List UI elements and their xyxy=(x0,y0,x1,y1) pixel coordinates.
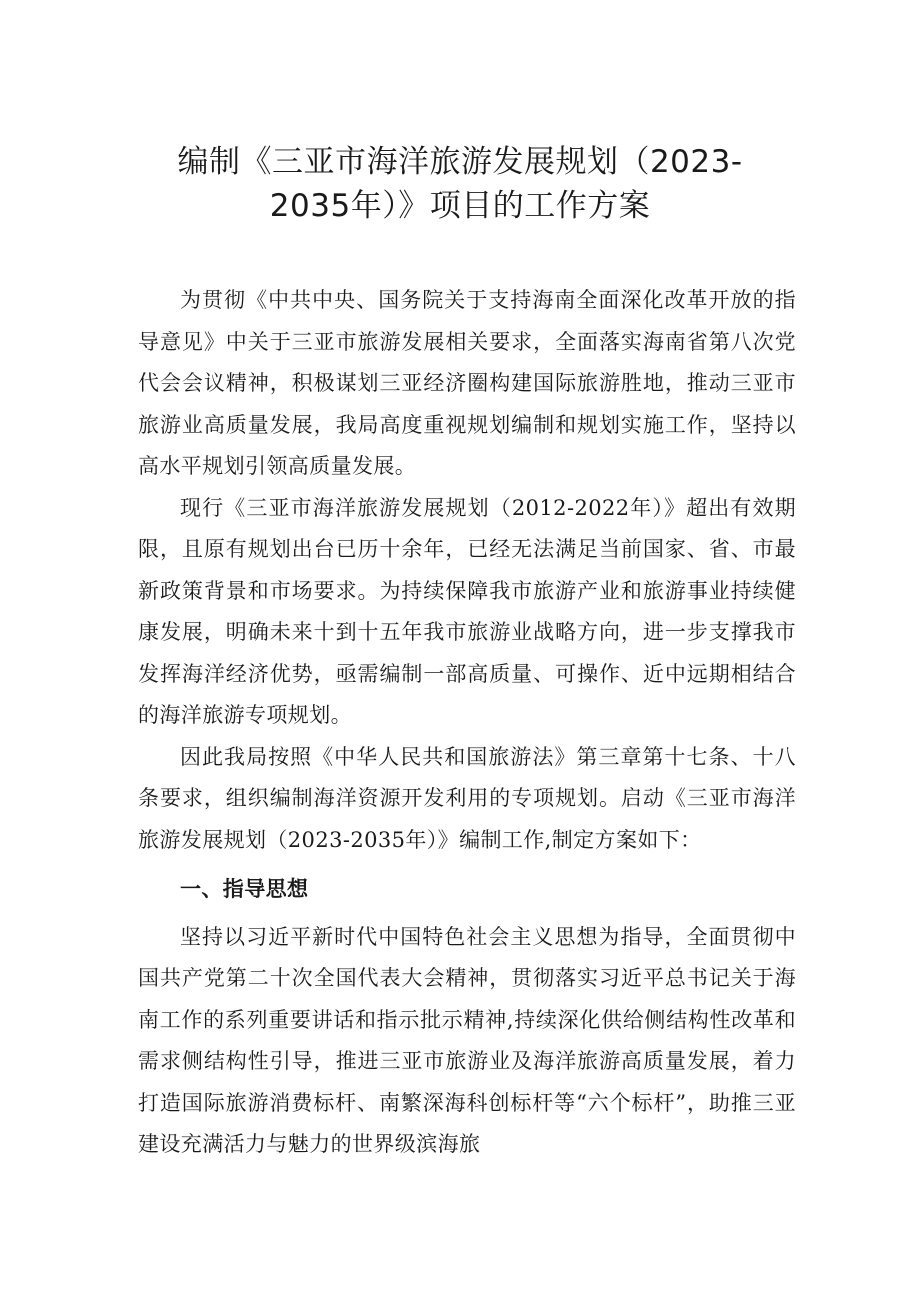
section-heading-guiding-ideology: 一、指导思想 xyxy=(180,877,309,901)
paragraph-background: 现行《三亚市海洋旅游发展规划（2012-2022年）》超出有效期限，且原有规划出台已历十余年，已经无法满足当前国家、省、市最新政策背景和市场要求。为持续保障我市旅游产业和旅游事业持续健康发展，明确未来十到十五年我市旅游业战略方向，进一步支撑我市发挥海洋经济优势，亟需编制一部高质量、可操作、近中远期相结合的海洋旅游专项规划。 xyxy=(138,495,796,727)
document-title xyxy=(120,140,800,228)
title-line-1: 编制《三亚市海洋旅游发展规划（2023- xyxy=(177,144,743,180)
paragraph-guiding-ideology: 坚持以习近平新时代中国特色社会主义思想为指导，全面贯彻中国共产党第二十次全国代表大会精神，贯彻落实习近平总书记关于海南工作的系列重要讲话和指示批示精神,持续深化供给侧结构性改革和需求侧结构性引导，推进三亚市旅游业及海洋旅游高质量发展，着力打造国际旅游消费标杆、南繁深海科创标杆等“六个标杆”，助推三亚建设充满活力与魅力的世界级滨海旅 xyxy=(138,924,796,1156)
paragraph-intro: 为贯彻《中共中央、国务院关于支持海南全面深化改革开放的指导意见》中关于三亚市旅游发展相关要求，全面落实海南省第八次党代会会议精神，积极谋划三亚经济圈构建国际旅游胜地，推动三亚市旅游业高质量发展，我局高度重视规划编制和规划实施工作，坚持以高水平规划引领高质量发展。 xyxy=(138,288,796,478)
paragraph-plan: 因此我局按照《中华人民共和国旅游法》第三章第十七条、十八条要求，组织编制海洋资源开发利用的专项规划。启动《三亚市海洋旅游发展规划（2023-2035年）》编制工作,制定方案如下： xyxy=(138,744,796,852)
title-line-2: 2035年）》项目的工作方案 xyxy=(269,188,651,224)
document-body xyxy=(138,280,796,1166)
